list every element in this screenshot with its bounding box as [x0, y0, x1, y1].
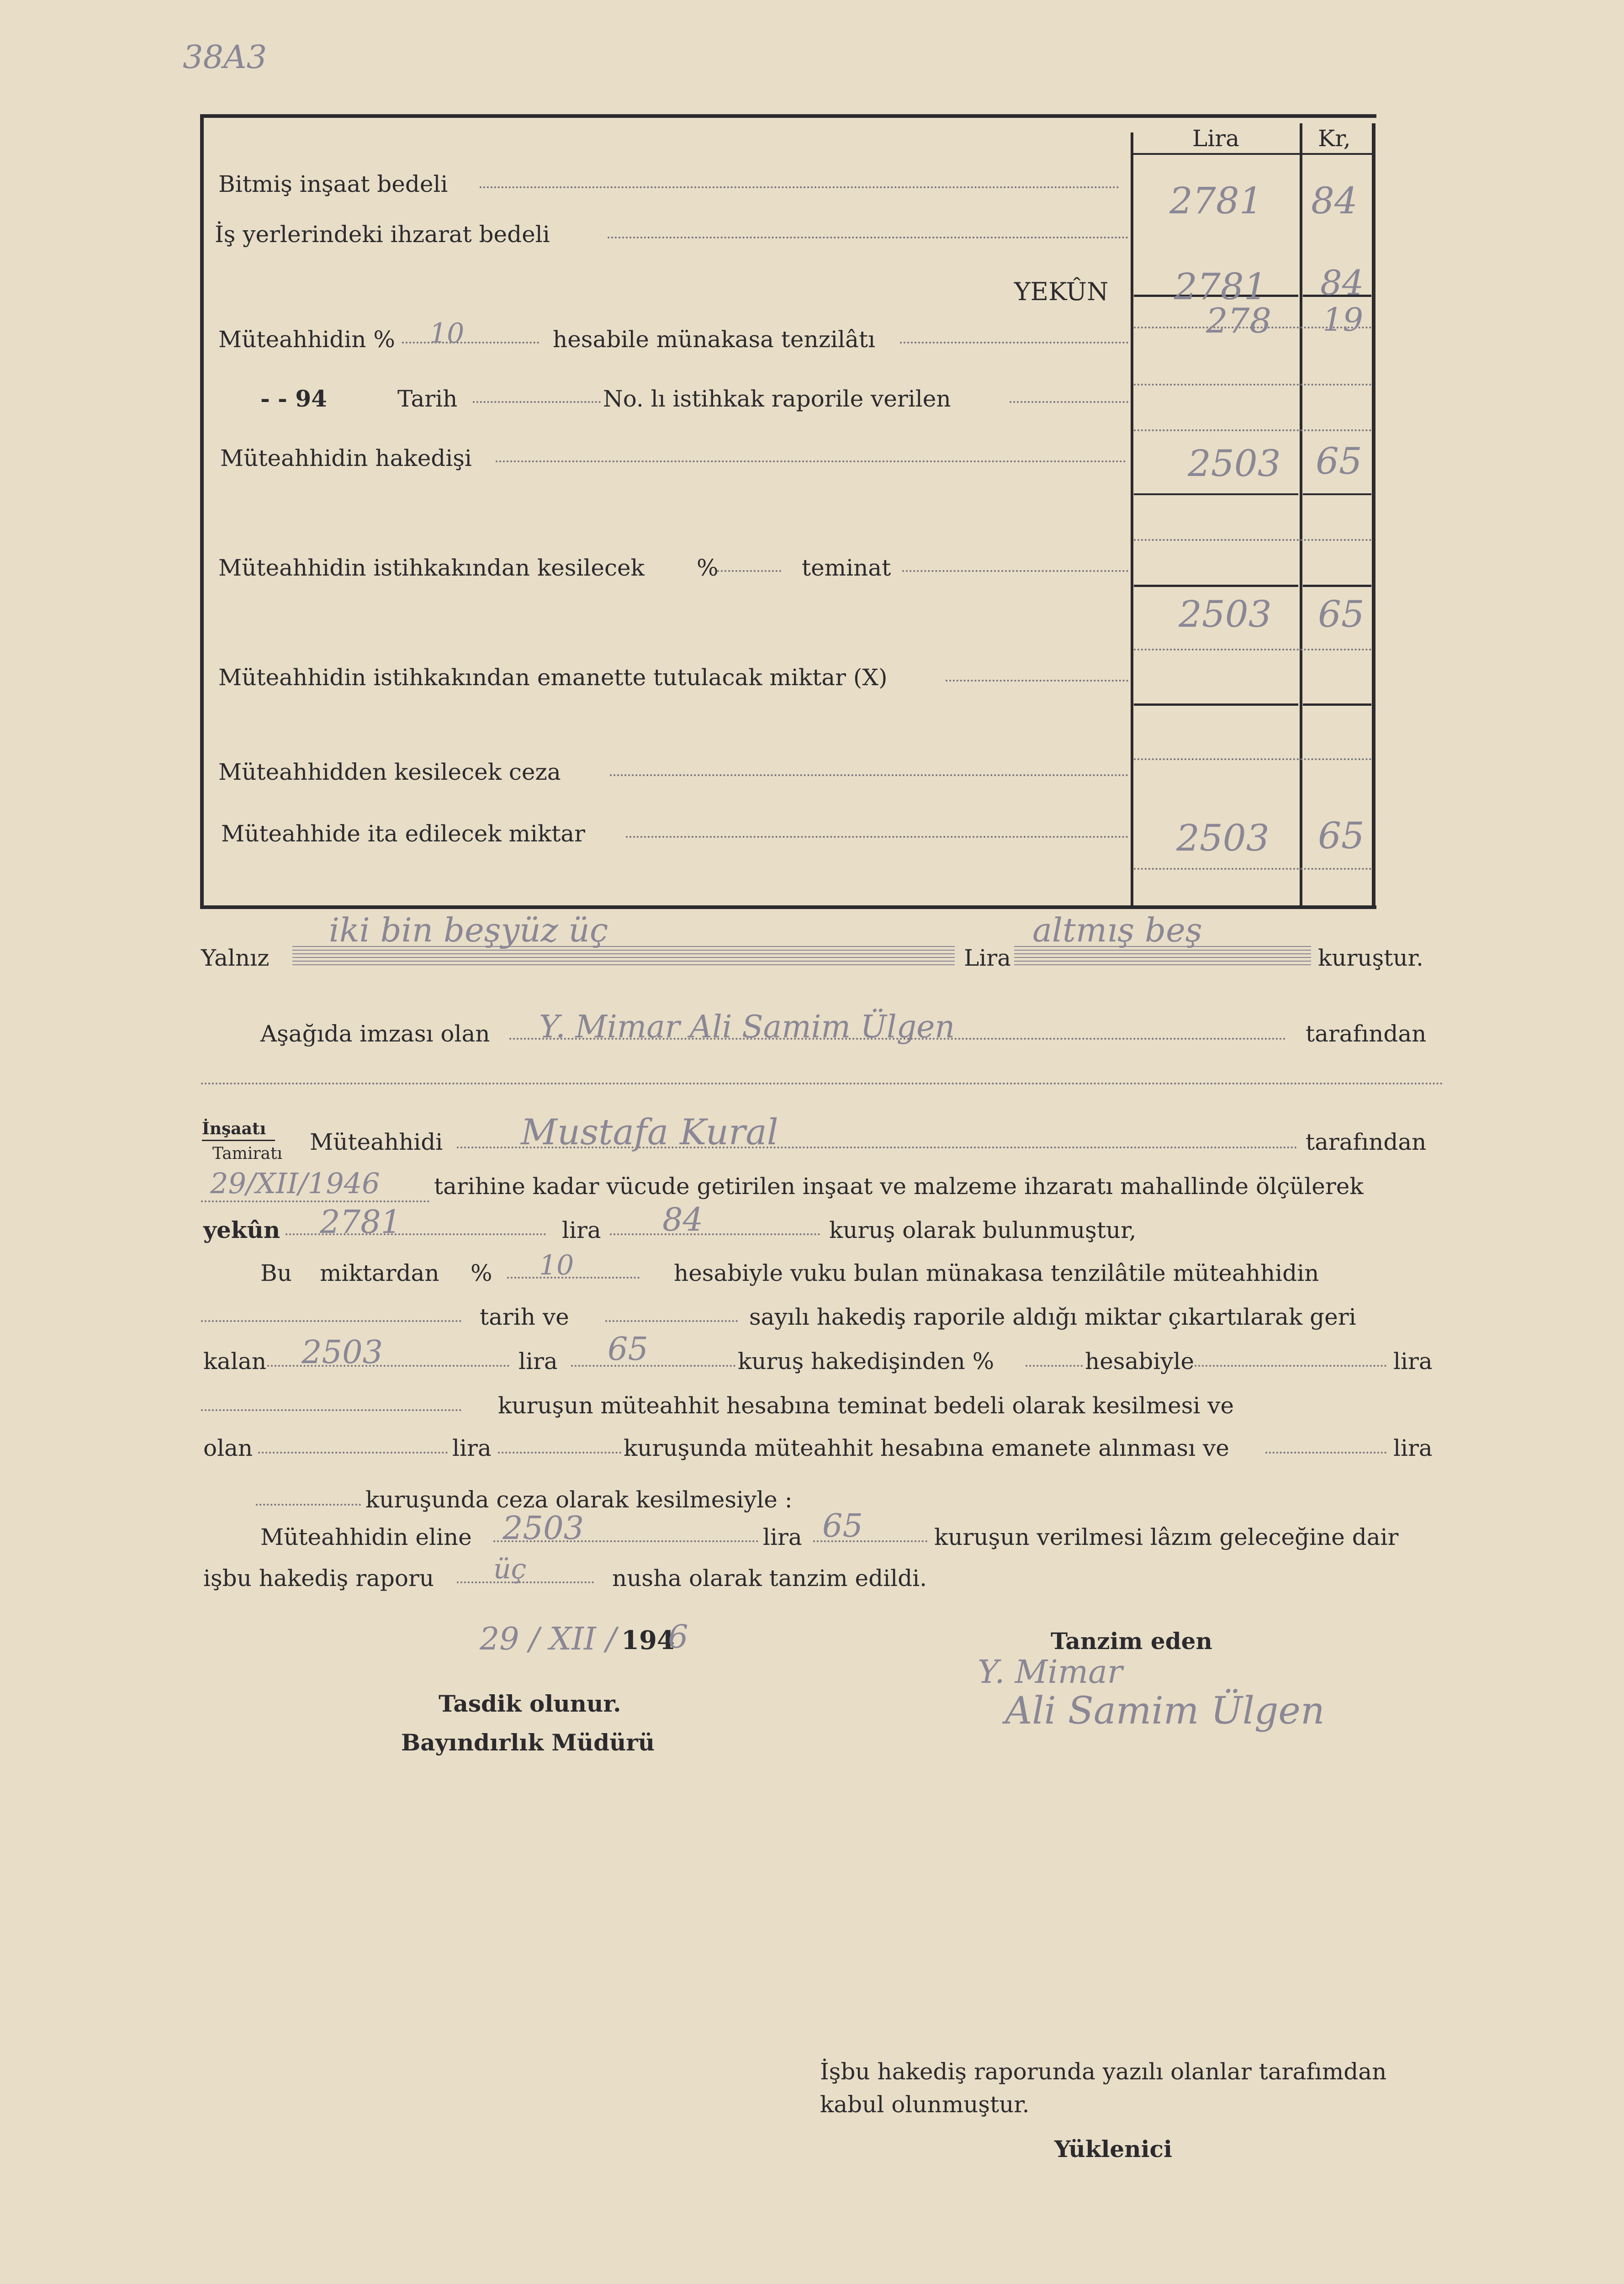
leader-dots	[610, 774, 1128, 776]
column-divider-3	[1372, 123, 1375, 909]
tanzim-signature-line1: Y. Mimar	[978, 1653, 1123, 1691]
ita-lira-handwritten: 2503	[1176, 817, 1270, 859]
row-label-tarih: Tarih	[397, 386, 458, 412]
body-yekun-label: yekûn	[203, 1216, 280, 1243]
tanzim-signature-line2: Ali Samim Ülgen	[1005, 1689, 1325, 1733]
row-dotted-separator	[1134, 384, 1371, 386]
header-underline	[1133, 153, 1373, 155]
hakedis-lira-handwritten: 2503	[1188, 442, 1281, 485]
row-label-teminat-b: teminat	[802, 555, 891, 581]
body-yekun-lira-handwritten: 2781	[320, 1203, 402, 1241]
row-dotted-separator	[1134, 539, 1371, 541]
body-line8-a: olan	[203, 1435, 253, 1461]
row-dotted-separator	[1134, 868, 1371, 870]
yalniz-kurus-label: kuruştur.	[1318, 945, 1423, 971]
body-line4-b: miktardan	[320, 1260, 439, 1286]
body-line5-a: tarih ve	[480, 1304, 569, 1330]
leader-dots	[610, 1233, 820, 1235]
leader-dots	[605, 1320, 738, 1322]
kabul-line1: İşbu hakediş raporunda yazılı olanlar tarafımdan	[820, 2058, 1387, 2085]
row-label-teminat-a: Müteahhidin istihkakından kesilecek	[218, 555, 645, 581]
body-line3-end: kuruş olarak bulunmuştur,	[829, 1217, 1137, 1243]
body-yekun-kr-handwritten: 84	[662, 1201, 704, 1238]
body-line10-a: Müteahhidin eline	[260, 1524, 472, 1550]
body-line6-e: lira	[1393, 1348, 1433, 1375]
separator-dots	[201, 1083, 1444, 1084]
leader-dots	[473, 401, 601, 403]
body-eline-lira-handwritten: 2503	[503, 1509, 584, 1547]
footer-date-year: 194	[621, 1625, 675, 1655]
footer-date-handwritten-a: 29 / XII /	[480, 1621, 617, 1657]
yekun-lira-handwritten: 2781	[1174, 265, 1267, 308]
leader-dots	[608, 237, 1128, 238]
row-label-ihzarat: İş yerlerindeki ihzarat bedeli	[215, 221, 550, 248]
row-dotted-separator	[1134, 429, 1371, 431]
leader-dots	[1026, 1365, 1083, 1367]
body-line11-a: işbu hakediş raporu	[203, 1565, 434, 1591]
yalniz-kurus-words-handwritten: altmış beş	[1032, 911, 1202, 949]
leader-dots	[717, 570, 781, 572]
leader-dots	[480, 186, 1119, 188]
row-label-yekun: YEKÛN	[1014, 277, 1109, 306]
row-label-tenzilat-b: hesabile münakasa tenzilâtı	[553, 326, 875, 353]
signer-label-a: Aşağıda imzası olan	[260, 1020, 490, 1047]
row-label-bitmis: Bitmiş inşaat bedeli	[218, 171, 448, 197]
body-line8-d: lira	[1393, 1435, 1433, 1461]
leader-dots	[571, 1365, 735, 1367]
yalniz-lira-label: Lira	[964, 945, 1011, 971]
yekun-kr-handwritten: 84	[1320, 263, 1364, 303]
body-line4-c: hesabiyle vuku bulan münakasa tenzilâtile müteahhidin	[674, 1260, 1319, 1286]
leader-dots	[1010, 401, 1128, 403]
insaati-label: İnşaatı	[202, 1119, 266, 1138]
table-bottom-border	[200, 905, 1376, 909]
signer-label-b: tarafından	[1306, 1020, 1427, 1047]
leader-dots	[256, 1504, 361, 1506]
teminat-lira-handwritten: 2503	[1179, 593, 1272, 635]
leader-dots	[902, 570, 1128, 572]
bitmis-kr-handwritten: 84	[1311, 180, 1358, 222]
leader-dots	[258, 1452, 448, 1454]
tanzim-eden: Tanzim eden	[1051, 1628, 1212, 1655]
row-separator	[1303, 493, 1371, 495]
row-dotted-separator	[1134, 649, 1371, 650]
leader-dots	[498, 1452, 621, 1454]
leader-dots	[946, 680, 1128, 682]
row-separator	[1134, 703, 1298, 706]
body-line8-c: kuruşunda müteahhit hesabına emanete alınması ve	[624, 1435, 1229, 1461]
bayindirlik-muduru: Bayındırlık Müdürü	[401, 1729, 655, 1756]
bitmis-lira-handwritten: 2781	[1169, 180, 1263, 222]
body-line2: tarihine kadar vücude getirilen inşaat ve malzeme ihzaratı mahallinde ölçülerek	[434, 1173, 1364, 1200]
ita-kr-handwritten: 65	[1318, 814, 1365, 857]
header-lira: Lira	[1192, 125, 1239, 152]
body-line7: kuruşun müteahhit hesabına teminat bedeli olarak kesilmesi ve	[498, 1392, 1234, 1419]
row-label-emanet: Müteahhidin istihkakından emanette tutulacak miktar (X)	[218, 664, 888, 691]
tenzilat-lira-handwritten: 278	[1206, 301, 1272, 341]
body-pct-handwritten: 10	[539, 1249, 574, 1281]
tenzilat-kr-handwritten: 19	[1322, 301, 1364, 338]
tasdik-olunur: Tasdik olunur.	[439, 1690, 621, 1717]
tenzilat-percent-handwritten: 10	[429, 317, 465, 349]
table-left-border	[200, 114, 204, 909]
body-nusha-handwritten: üç	[493, 1553, 527, 1585]
column-divider-1	[1131, 132, 1133, 909]
row-separator	[1303, 585, 1371, 587]
leader-dots	[1195, 1365, 1386, 1367]
body-line6-a: kalan	[203, 1348, 267, 1375]
archive-number: 38A3	[183, 38, 267, 76]
row-dotted-separator	[1134, 758, 1371, 760]
signer-name-handwritten: Y. Mimar Ali Samim Ülgen	[539, 1009, 955, 1045]
leader-dots	[201, 1320, 461, 1322]
body-line6-c: kuruş hakedişinden %	[738, 1348, 995, 1375]
body-line10-b: lira	[763, 1524, 802, 1550]
body-line9: kuruşunda ceza olarak kesilmesiyle :	[365, 1486, 793, 1513]
body-eline-kr-handwritten: 65	[822, 1507, 863, 1544]
leader-dots	[496, 460, 1126, 462]
tamirati-label: Tamiratı	[212, 1144, 282, 1163]
body-line5-b: sayılı hakediş raporile aldığı miktar çıkartılarak geri	[749, 1304, 1356, 1330]
yalniz-lira-words-handwritten: iki bin beşyüz üç	[329, 911, 608, 949]
body-line4-pct: %	[471, 1260, 492, 1286]
header-kr: Kr,	[1318, 125, 1351, 152]
body-line6-d: hesabiyle	[1085, 1348, 1195, 1375]
row-separator	[1134, 585, 1298, 587]
row-separator	[1134, 493, 1298, 495]
body-line6-b: lira	[518, 1348, 558, 1375]
row-label-hakedis: Müteahhidin hakedişi	[220, 445, 472, 471]
footer-date-handwritten-b: 6	[668, 1618, 688, 1655]
leader-dots	[201, 1200, 429, 1202]
date-handwritten: 29/XII/1946	[210, 1167, 380, 1200]
hakedis-kr-handwritten: 65	[1316, 440, 1362, 482]
row-label-ita: Müteahhide ita edilecek miktar	[221, 820, 586, 847]
body-line8-b: lira	[452, 1435, 492, 1461]
row-label-teminat-pct: %	[697, 555, 719, 581]
teminat-kr-handwritten: 65	[1318, 593, 1365, 635]
kabul-line2: kabul olunmuştur.	[820, 2091, 1030, 2118]
row-label-tarih-prefix: - - 94	[260, 385, 327, 412]
row-separator	[1303, 703, 1371, 706]
leader-dots	[900, 342, 1128, 344]
row-label-tenzilat-a: Müteahhidin %	[218, 326, 395, 353]
body-line10-c: kuruşun verilmesi lâzım geleceğine dair	[934, 1524, 1399, 1550]
row-label-tarih-b: No. lı istihkak raporile verilen	[603, 386, 951, 412]
body-kalan-lira-handwritten: 2503	[302, 1333, 383, 1371]
yalniz-label: Yalnız	[201, 945, 270, 971]
body-line11-b: nusha olarak tanzim edildi.	[612, 1565, 927, 1591]
column-divider-2	[1300, 123, 1302, 909]
fraction-bar	[202, 1140, 275, 1141]
leader-dots	[1265, 1452, 1386, 1454]
table-top-border	[200, 114, 1376, 118]
body-line4-a: Bu	[260, 1260, 292, 1286]
body-tarafindan: tarafından	[1306, 1129, 1427, 1155]
row-label-ceza: Müteahhidden kesilecek ceza	[218, 759, 561, 785]
muteahhidi-label: Müteahhidi	[310, 1129, 443, 1155]
body-lira-1: lira	[562, 1217, 601, 1243]
body-kalan-kr-handwritten: 65	[608, 1330, 649, 1368]
yuklenici-label: Yüklenici	[1054, 2136, 1172, 2162]
leader-dots	[626, 836, 1128, 838]
leader-dots	[402, 342, 539, 344]
leader-dots	[201, 1409, 461, 1411]
contractor-name-handwritten: Mustafa Kural	[521, 1112, 778, 1153]
